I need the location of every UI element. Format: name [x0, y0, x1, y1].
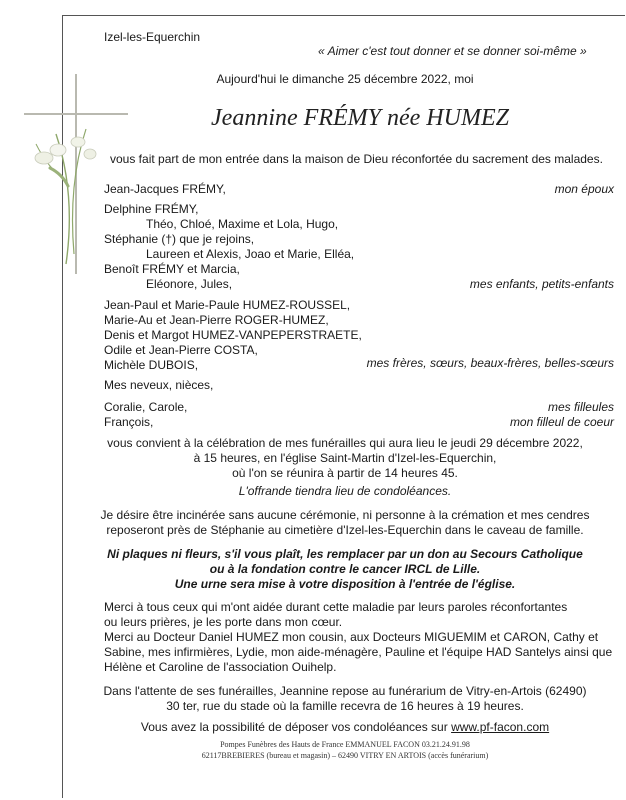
sibling-line: Michèle DUBOIS,	[104, 358, 199, 372]
thanks-line: Merci au Docteur Daniel HUMEZ mon cousin, aux Docteurs MIGUEMIM et CARON, Cathy et	[104, 630, 599, 644]
intro-text: vous fait part de mon entrée dans la maison de Dieu réconfortée du sacrement des malades.	[110, 152, 603, 166]
sibling-line: Odile et Jean-Pierre COSTA,	[104, 343, 258, 357]
spouse-role: mon époux	[554, 182, 614, 196]
condolences-line	[70, 720, 620, 735]
siblings-role: mes frères, sœurs, beaux-frères, belles-sœurs	[366, 356, 614, 370]
grandchild-line: Laureen et Alexis, Joao et Marie, Elléa,	[146, 247, 355, 261]
sibling-line: Jean-Paul et Marie-Paule HUMEZ-ROUSSEL,	[104, 298, 351, 312]
goddaughters: Coralie, Carole,	[104, 400, 188, 414]
spouse: Jean-Jacques FRÉMY,	[104, 182, 226, 196]
thanks-line: ou leurs prières, je les porte dans mon cœur.	[104, 615, 343, 629]
child-line: Stéphanie (†) que je rejoins,	[104, 232, 255, 246]
place: Izel-les-Equerchin	[104, 30, 201, 44]
no-flowers-line: Une urne sera mise à votre disposition à l'entrée de l'église.	[174, 577, 516, 591]
thanks-line: Merci à tous ceux qui m'ont aidée durant cette maladie par leurs paroles réconfortantes	[104, 600, 568, 614]
no-flowers-line: Ni plaques ni fleurs, s'il vous plaît, les remplacer par un don au Secours Catholique	[107, 547, 583, 561]
thanks-line: Sabine, mes infirmières, Lydie, mon aide-ménagère, Pauline et l'équipe HAD Santelys ainsi que	[104, 645, 613, 659]
rest-line: Dans l'attente de ses funérailles, Jeannine repose au funérarium de Vitry-en-Artois (62490)	[103, 684, 587, 698]
child-line: Delphine FRÉMY,	[104, 202, 199, 216]
rest-line: 30 ter, rue du stade où la famille recevra de 16 heures à 19 heures.	[166, 699, 524, 713]
footer-address: 62117BREBIERES (bureau et magasin) – 62490 VITRY EN ARTOIS (accès funérarium)	[201, 751, 489, 760]
cremation-line: reposeront près de Stéphanie au cimetière d'Izel-les-Equerchin dans le caveau de famille.	[106, 523, 584, 537]
footer-company: Pompes Funèbres des Hauts de France EMMANUEL FACON 03.21.24.91.98	[220, 740, 470, 749]
grandchild-line: Eléonore, Jules,	[146, 277, 233, 291]
deceased-name: Jeannine FRÉMY née HUMEZ	[211, 105, 509, 131]
sibling-line: Denis et Margot HUMEZ-VANPEPERSTRAETE,	[104, 328, 362, 342]
godson: François,	[104, 415, 154, 429]
no-flowers-line: ou à la fondation contre le cancer IRCL de Lille.	[209, 562, 481, 576]
condolences-text: Vous avez la possibilité de déposer vos condoléances sur	[140, 720, 448, 734]
date-line: Aujourd'hui le dimanche 25 décembre 2022, moi	[216, 72, 474, 86]
ceremony-line: à 15 heures, en l'église Saint-Martin d'Izel-les-Equerchin,	[193, 451, 497, 465]
sibling-line: Marie-Au et Jean-Pierre ROGER-HUMEZ,	[104, 313, 329, 327]
cremation-line: Je désire être incinérée sans aucune cérémonie, ni personne à la crémation et mes cendres	[100, 508, 590, 522]
ceremony-line: où l'on se réunira à partir de 14 heures 45.	[232, 466, 458, 480]
offering-note: L'offrande tiendra lieu de condoléances.	[238, 484, 452, 498]
goddaughters-role: mes filleules	[547, 400, 614, 414]
children-role: mes enfants, petits-enfants	[469, 277, 614, 291]
quote: « Aimer c'est tout donner et se donner soi-même »	[318, 44, 587, 58]
condolences-link[interactable]: www.pf-facon.com	[451, 720, 550, 734]
child-line: Benoît FRÉMY et Marcia,	[104, 262, 240, 276]
godson-role: mon filleul de coeur	[509, 415, 614, 429]
grandchild-line: Théo, Chloé, Maxime et Lola, Hugo,	[146, 217, 339, 231]
thanks-line: Hélène et Caroline de l'association Ouihelp.	[104, 660, 337, 674]
ceremony-line: vous convient à la célébration de mes funérailles qui aura lieu le jeudi 29 décembre 2022,	[107, 436, 583, 450]
nephews: Mes neveux, nièces,	[104, 378, 214, 392]
